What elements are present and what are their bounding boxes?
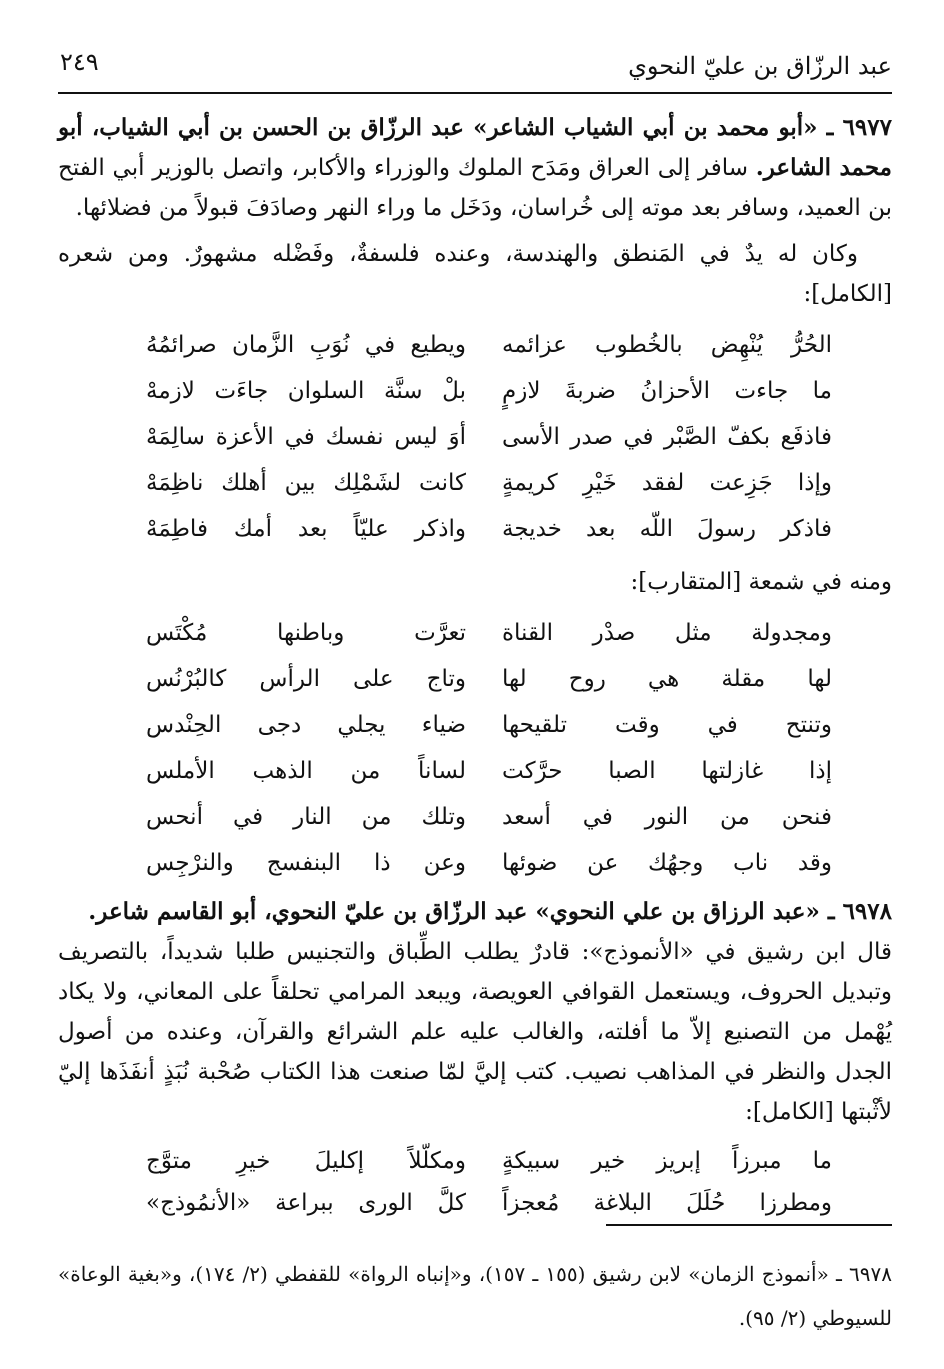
meter-label: [الكامل]:: [745, 1099, 834, 1125]
verse-line: [58, 610, 892, 656]
entry-6977-paragraph-2: [58, 234, 892, 314]
verse-first-hemistich: الحُرُّ يُنْهِض بالخُطوب عزائمه: [502, 332, 832, 358]
main-text: [58, 108, 892, 1224]
verse-first-hemistich: ما مبرزاً إبريز خير سبيكةٍ: [502, 1148, 832, 1174]
poem-mutaqarib: [58, 610, 892, 886]
entry-6978-paragraph: [58, 892, 892, 932]
verse-first-hemistich: وإذا جَزِعت لفقد خَيْرِ كريمةٍ: [502, 470, 832, 496]
verse-first-hemistich: إذا غازلتها الصبا حرَّكت: [502, 758, 832, 784]
verse-first-hemistich: فاذكر رسولَ اللّه بعد خديجة: [502, 516, 832, 542]
verse-line: [58, 702, 892, 748]
verse-second-hemistich: لساناً من الذهب الأملس: [146, 758, 466, 784]
verse-line: [58, 794, 892, 840]
verse-line: [58, 322, 892, 368]
verse-second-hemistich: وتاج على الرأس كالبُرْنُس: [146, 666, 466, 692]
verse-second-hemistich: كلَّ الورى ببراعة «الأنمُوذج»: [146, 1190, 466, 1216]
verse-second-hemistich: كانت لشَمْلِك بين أهلك ناظِمَهْ: [146, 470, 466, 496]
verse-second-hemistich: ومكلّلاً إكليلَ خيرِ متوَّج: [146, 1148, 466, 1174]
verse-second-hemistich: ضياء يجلي دجى الحِنْدس: [146, 712, 466, 738]
footnote: ٦٩٧٨ ـ «أنموذج الزمان» لابن رشيق (١٥٥ ـ ١٥٧)، و«إنباه الرواة» للقفطي (٢/ ١٧٤)، و«بغية الوعاة» للسيوطي (٢/ ٩٥).: [58, 1262, 892, 1330]
entry-6977-body: سافر إلى العراق ومَدَح الملوك والوزراء والأكابر، واتصل بالوزير أبي الفتح بن العميد، وسافر بعد موته إلى خُراسان، ودَخَل ما وراء النهر وصادَفَ قبولاً من فضلائها.: [58, 155, 892, 221]
verse-first-hemistich: لها مقلة هي روح لها: [502, 666, 832, 692]
entry-6978-body-paragraph: [58, 932, 892, 1132]
verse-line: [58, 506, 892, 552]
running-title: عبد الرزّاق بن عليّ النحوي: [628, 52, 892, 80]
verse-second-hemistich: وتلك من النار في أنحس: [146, 804, 466, 830]
verse-first-hemistich: وقد ناب وجهُك عن ضوئها: [502, 850, 832, 876]
verse-line: [58, 748, 892, 794]
verse-first-hemistich: ومطرزا حُلَلَ البلاغة مُعجزاً: [502, 1190, 832, 1216]
verse-first-hemistich: ومجدولة مثل صدْر القناة: [502, 620, 832, 646]
entry-6977-paragraph: [58, 108, 892, 228]
verse-first-hemistich: وتنتح في وقت تلقيحها: [502, 712, 832, 738]
verse-second-hemistich: وعن ذا البنفسج والنرْجِس: [146, 850, 466, 876]
poem-intro: ومنه في شمعة [المتقارب]:: [630, 569, 892, 595]
footnote-divider: [606, 1224, 892, 1226]
verse-second-hemistich: تعرَّت وباطنها مُكْتَس: [146, 620, 466, 646]
poem-kamil: [58, 322, 892, 552]
verse-second-hemistich: بلْ سنَّة السلوان جاءَت لازمهْ: [146, 378, 466, 404]
verse-second-hemistich: ويطيع في نُوَبِ الزَّمان صرائمُهُ: [146, 332, 466, 358]
book-page: [58, 40, 892, 1340]
verse-line: [58, 656, 892, 702]
meter-label: [الكامل]:: [803, 281, 892, 307]
verse-second-hemistich: واذكر عليّاً بعد أمك فاطِمَهْ: [146, 516, 466, 542]
entry-6977-heading: ٦٩٧٧ ـ «أبو محمد بن أبي الشياب الشاعر» عبد الرزّاق بن الحسن بن أبي الشياب، أبو محمد الشاعر.: [58, 114, 893, 181]
page-number: ٢٤٩: [60, 48, 99, 76]
verse-line: [58, 368, 892, 414]
verse-line: [58, 414, 892, 460]
verse-first-hemistich: فاذفَع بكفّ الصَّبْر في صدر الأسى: [502, 424, 832, 450]
verse-line: [58, 460, 892, 506]
verse-line: [58, 1182, 892, 1224]
verse-line: [58, 1140, 892, 1182]
poem-kamil-2: [58, 1140, 892, 1224]
verse-first-hemistich: فنحن من النور في أسعد: [502, 804, 832, 830]
verse-first-hemistich: ما جاءت الأحزانُ ضربةَ لازمٍ: [502, 378, 832, 404]
entry-6977-para2: وكان له يدٌ في المَنطق والهندسة، وعنده فلسفةٌ، وفَضْله مشهورٌ. ومن شعره: [58, 241, 858, 267]
verse-line: [58, 840, 892, 886]
entry-6978-body: قال ابن رشيق في «الأنموذج»: قادرٌ يطلب الطِّباق والتجنيس طلبا شديداً، بالتصريف وتبديل الحروف، ويستعمل القوافي العويصة، ويبعد المرامي تحلقاً على المعاني، ولا يكاد يُهْمل من التصنيع إلاّ ما أفلته، والغالب عليه علم الشرائع والقرآن، وعنده من أصول الجدل والنظر في المذاهب نصيب. كتب إليَّ لمّا صنعت هذا الكتاب صُحْبة نُبَذٍ أنفَذَها إليّ لأثْبتها: [58, 939, 892, 1125]
verse-second-hemistich: أوَ ليس نفسك في الأعزة سالِمَهْ: [146, 424, 466, 450]
entry-6978-heading: ٦٩٧٨ ـ «عبد الرزاق بن علي النحوي» عبد الرزّاق بن عليّ النحوي، أبو القاسم شاعر.: [88, 898, 892, 925]
page-header: [58, 40, 892, 94]
